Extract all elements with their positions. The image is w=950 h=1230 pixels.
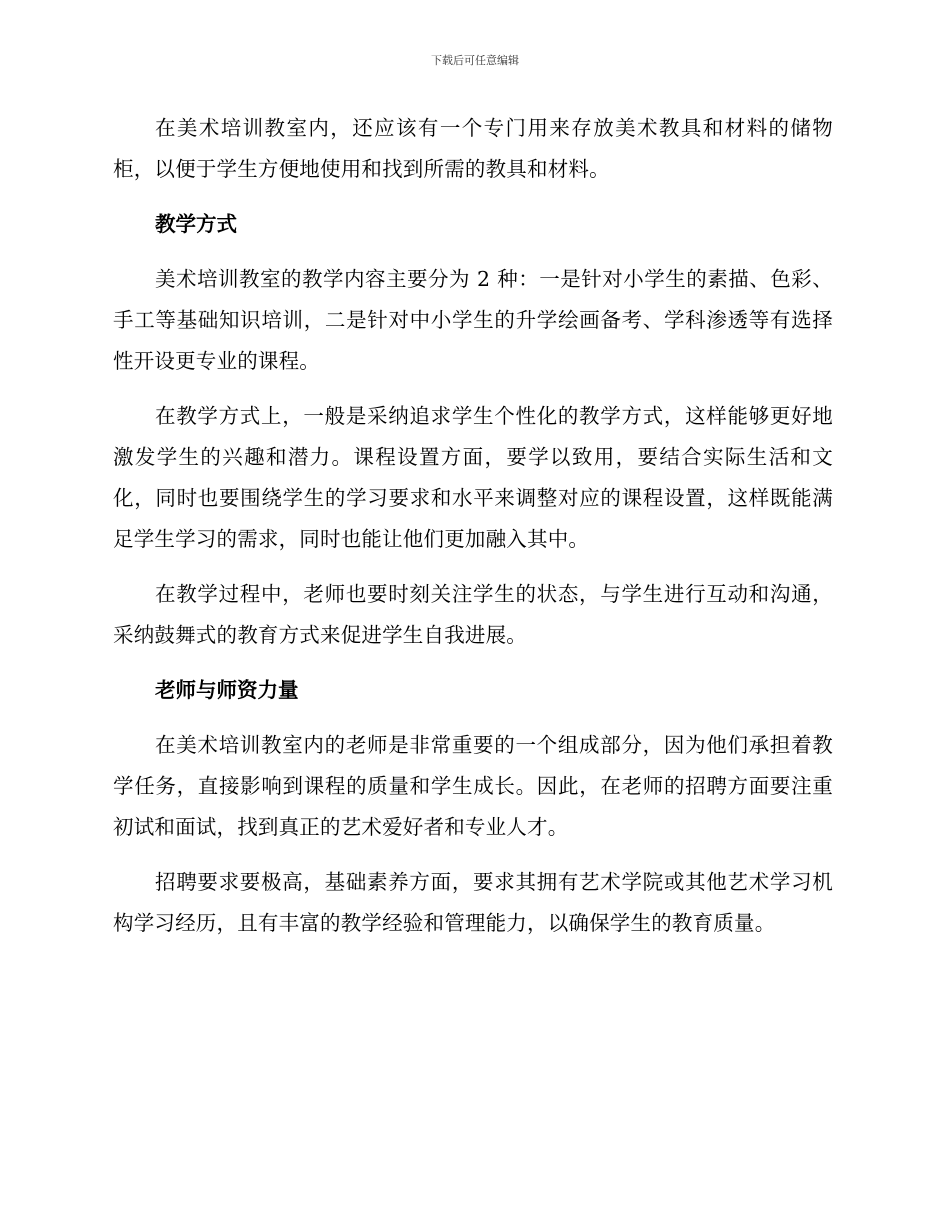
- document-body: [113, 108, 833, 958]
- header-note: 下载后可任意编辑: [431, 54, 519, 67]
- paragraph-teaching-content: 美术培训教室的教学内容主要分为 2 种：一是针对小学生的素描、色彩、手工等基础知识培训，二是针对中小学生的升学绘画备考、学科渗透等有选择性开设更专业的课程。: [113, 267, 833, 373]
- paragraph-recruitment-requirements: 招聘要求要极高，基础素养方面，要求其拥有艺术学院或其他艺术学习机构学习经历，且有丰富的教学经验和管理能力，以确保学生的教育质量。: [113, 870, 833, 935]
- section-heading-teaching-method: 教学方式: [155, 212, 237, 236]
- paragraph-storage-cabinet: 在美术培训教室内，还应该有一个专门用来存放美术教具和材料的储物柜，以便于学生方便地使用和找到所需的教具和材料。: [113, 116, 833, 181]
- paragraph-teaching-approach: 在教学方式上，一般是采纳追求学生个性化的教学方式，这样能够更好地激发学生的兴趣和潜力。课程设置方面，要学以致用，要结合实际生活和文化，同时也要围绕学生的学习要求和水平来调整对应的课程设置，这样既能满足学生学习的需求，同时也能让他们更加融入其中。: [113, 404, 833, 551]
- paragraph-teaching-process: 在教学过程中，老师也要时刻关注学生的状态，与学生进行互动和沟通，采纳鼓舞式的教育方式来促进学生自我进展。: [113, 582, 833, 647]
- section-heading-teachers: 老师与师资力量: [155, 678, 299, 702]
- paragraph-teacher-importance: 在美术培训教室内的老师是非常重要的一个组成部分，因为他们承担着教学任务，直接影响到课程的质量和学生成长。因此，在老师的招聘方面要注重初试和面试，找到真正的艺术爱好者和专业人才。: [113, 733, 833, 839]
